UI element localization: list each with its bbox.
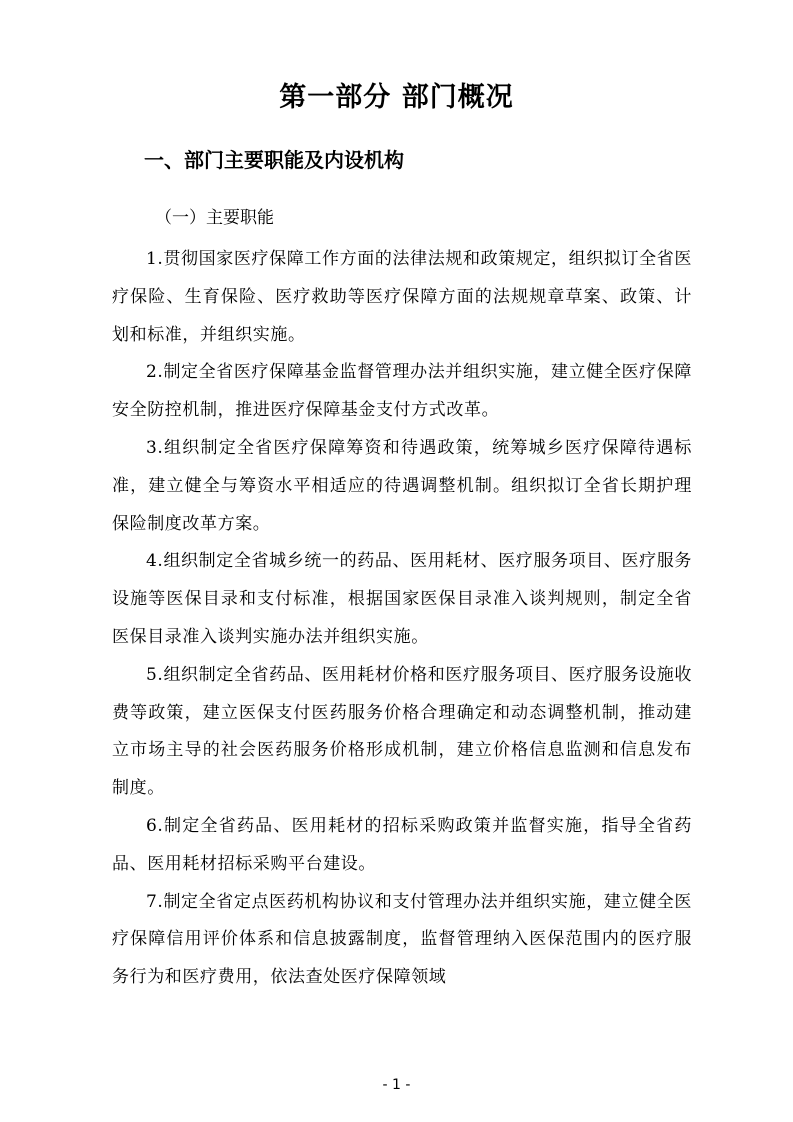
paragraph-3: 3.组织制定全省医疗保障筹资和待遇政策，统筹城乡医疗保障待遇标准，建立健全与筹资水平相适应的待遇调整机制。组织拟订全省长期护理保险制度改革方案。 [112,437,692,534]
paragraph-1: 1.贯彻国家医疗保障工作方面的法律法规和政策规定，组织拟订全省医疗保险、生育保险、医疗救助等医疗保障方面的法规规章草案、政策、计划和标准，并组织实施。 [112,249,692,345]
paragraph-4: 4.组织制定全省城乡统一的药品、医用耗材、医疗服务项目、医疗服务设施等医保目录和支付标准，根据国家医保目录准入谈判规则，制定全省医保目录准入谈判实施办法并组织实施。 [112,551,692,647]
paragraph-5: 5.组织制定全省药品、医用耗材价格和医疗服务项目、医疗服务设施收费等政策，建立医保支付医药服务价格合理确定和动态调整机制，推动建立市场主导的社会医药服务价格形成机制，建立价格信息监测和信息发布制度。 [112,664,692,799]
paragraph-7: 7.制定全省定点医药机构协议和支付管理办法并组织实施，建立健全医疗保障信用评价体系和信息披露制度，监督管理纳入医保范围内的医疗服务行为和医疗费用，依法查处医疗保障领域 [112,891,692,988]
subheading: （一）主要职能 [155,208,274,228]
body-text [112,241,692,997]
page-title: 第一部分 部门概况 [279,82,514,113]
paragraph-6: 6.制定全省药品、医用耗材的招标采购政策并监督实施，指导全省药品、医用耗材招标采购平台建设。 [112,815,692,874]
page-number: - 1 - [382,1077,411,1093]
section-heading: 一、部门主要职能及内设机构 [144,148,404,172]
paragraph-2: 2.制定全省医疗保障基金监督管理办法并组织实施，建立健全医疗保障安全防控机制，推进医疗保障基金支付方式改革。 [112,362,692,421]
